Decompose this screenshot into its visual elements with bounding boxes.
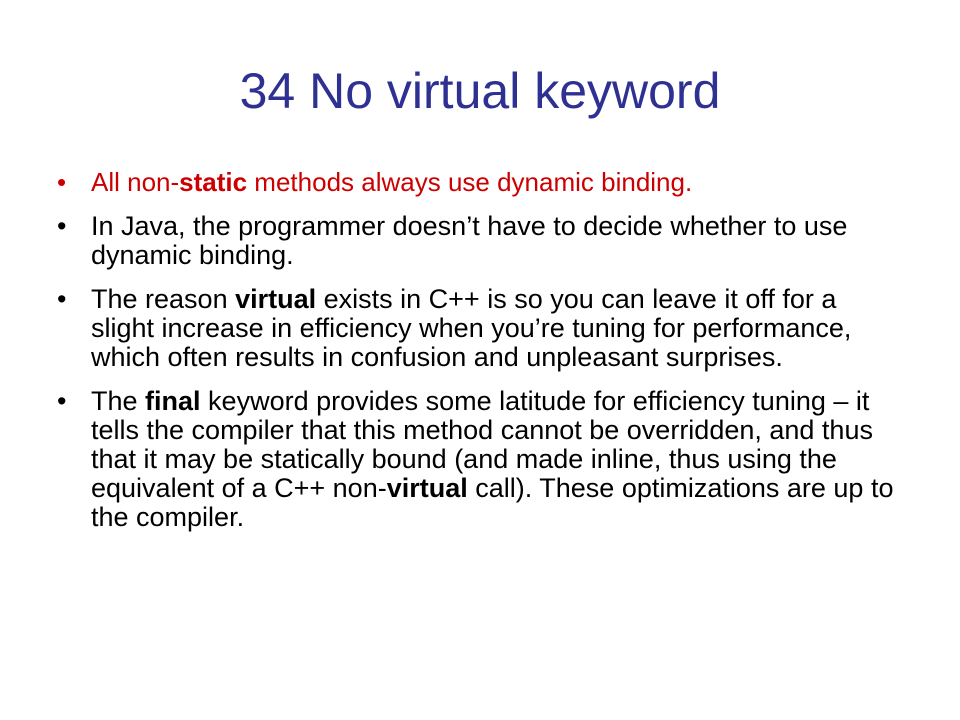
bullet-item [0, 212, 960, 270]
bullet-item [0, 285, 960, 372]
bullet-text: The reason virtual exists in C++ is so you can leave it off for a slight increase in efficiency when you’re tuning for performance, which often results in confusion and unpleasant surprises. [91, 284, 852, 372]
bullet-text: All non-static methods always use dynamic binding. [91, 167, 693, 197]
bullet-dot: • [57, 211, 67, 241]
bullet-text: The final keyword provides some latitude for efficiency tuning – it tells the compiler that this method cannot be overridden, and thus that it may be statically bound (and made inline, thus using the equivalent of a C++ non-virtual call). These optimizations are up to the compiler. [91, 386, 894, 532]
bullet-text: In Java, the programmer doesn’t have to decide whether to use dynamic binding. [91, 211, 848, 270]
bullet-list [0, 168, 960, 547]
bullet-dot: • [57, 386, 67, 416]
bullet-item [0, 168, 960, 197]
slide-title: 34 No virtual keyword [239, 63, 721, 119]
bullet-dot: • [57, 284, 67, 314]
bullet-dot: • [57, 167, 67, 197]
bullet-item [0, 387, 960, 532]
